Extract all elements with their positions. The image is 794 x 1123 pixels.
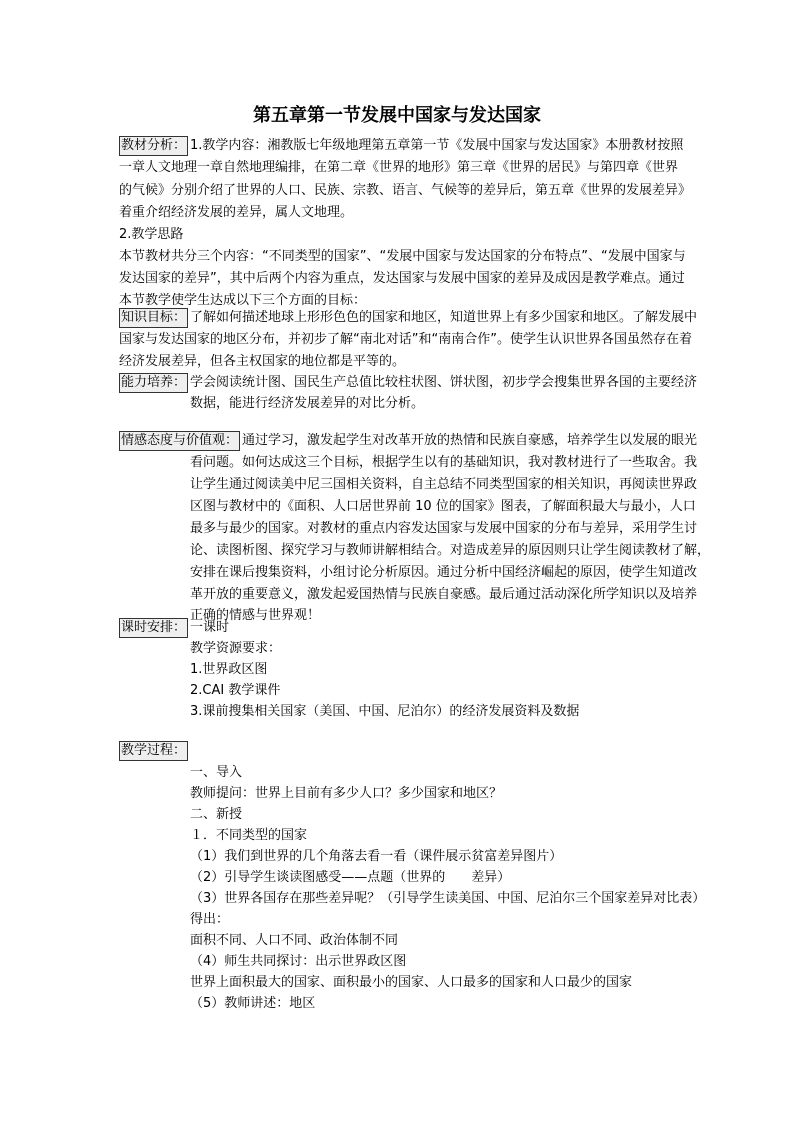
process-line-5: （2）引导学生谈读图感受——点题（世界的 差异） <box>190 870 511 885</box>
analysis-line-3: 着重介绍经济发展的差异，属人文地理。 <box>119 205 354 220</box>
ability-label: 能力培养： <box>119 373 188 393</box>
analysis-label: 教材分析： <box>119 136 188 156</box>
analysis-line-1: 一章人文地理一章自然地理编排，在第二章《世界的地形》第三章《世界的居民》与第四章《世界 <box>119 160 679 175</box>
schedule-line-4: 3.课前搜集相关国家（美国、中国、尼泊尔）的经济发展资料及数据 <box>190 704 580 719</box>
process-line-6: （3）世界各国存在那些差异呢？（引导学生读美国、中国、尼泊尔三个国家差异对比表） <box>190 891 706 906</box>
process-line-10: 世界上面积最大的国家、面积最小的国家、人口最多的国家和人口最少的国家 <box>190 975 633 990</box>
process-line-7: 得出： <box>190 912 230 927</box>
schedule-line-0 <box>119 617 229 638</box>
emotion-line-3: 区图与教材中的《面积、人口居世界前 10 位的国家》图表，了解面积最大与最小，人口 <box>190 499 696 514</box>
knowledge-line-1: 国家与发达国家的地区分布，并初步了解“南北对话”和“南南合作”。使学生认识世界各国虽然存在着 <box>119 332 692 347</box>
emotion-label: 情感态度与价值观： <box>119 431 240 451</box>
emotion-line-1: 看问题。如何达成这三个目标，根据学生以有的基础知识，我对教材进行了一些取舍。我 <box>190 455 698 470</box>
emotion-line-8: 正确的情感与世界观！ <box>190 608 321 623</box>
analysis-line-4: 2.教学思路 <box>119 227 184 242</box>
schedule-text: 一课时 <box>190 620 230 635</box>
emotion-line-0 <box>119 430 697 451</box>
process-heading <box>119 740 190 761</box>
analysis-line-7: 本节教学使学生达成以下三个方面的目标： <box>119 293 367 308</box>
process-line-3: １．不同类型的国家 <box>190 828 308 843</box>
knowledge-text: 了解如何描述地球上形形色色的国家和地区，知道世界上有多少国家和地区。了解发展中 <box>190 310 698 325</box>
ability-line-0 <box>119 372 697 393</box>
schedule-line-1: 教学资源要求： <box>190 641 282 656</box>
knowledge-line-0 <box>119 307 697 328</box>
ability-line-1: 数据，能进行经济发展差异的对比分析。 <box>190 396 425 411</box>
schedule-line-3: 2.CAI 教学课件 <box>190 683 281 698</box>
emotion-line-2: 让学生通过阅读美中尼三国相关资料，自主总结不同类型国家的相关知识，再阅读世界政 <box>190 477 698 492</box>
knowledge-line-2: 经济发展差异，但各主权国家的地位都是平等的。 <box>119 354 406 369</box>
emotion-text: 通过学习，激发起学生对改革开放的热情和民族自豪感，培养学生以发展的眼光 <box>242 433 698 448</box>
knowledge-label: 知识目标： <box>119 308 188 328</box>
analysis-line-6: 发达国家的差异”，其中后两个内容为重点，发达国家与发展中国家的差异及成因是教学难点。通过 <box>119 271 685 286</box>
process-line-1: 教师提问：世界上目前有多少人口？多少国家和地区？ <box>190 786 503 801</box>
schedule-label: 课时安排： <box>119 618 188 638</box>
analysis-line-0 <box>119 135 683 156</box>
process-line-8: 面积不同、人口不同、政治体制不同 <box>190 933 399 948</box>
emotion-line-6: 安排在课后搜集资料，小组讨论分析原因。通过分析中国经济崛起的原因，使学生知道改 <box>190 565 698 580</box>
page-title: 第五章第一节发展中国家与发达国家 <box>253 105 541 126</box>
process-label: 教学过程： <box>119 741 188 761</box>
process-line-0: 一、导入 <box>190 765 243 780</box>
emotion-line-4: 最多与最少的国家。对教材的重点内容发达国家与发展中国家的分布与差异，采用学生讨 <box>190 521 698 536</box>
process-line-2: 二、新授 <box>190 807 243 822</box>
emotion-line-7: 革开放的重要意义，激发起爱国热情与民族自豪感。最后通过活动深化所学知识以及培养 <box>190 587 698 602</box>
analysis-line-2: 的气候》分别介绍了世界的人口、民族、宗教、语言、气候等的差异后，第五章《世界的发展差异》 <box>119 183 692 198</box>
schedule-line-2: 1.世界政区图 <box>190 662 268 677</box>
analysis-line-5: 本节教材共分三个内容：“不同类型的国家”、“发展中国家与发达国家的分布特点”、“发展中国家与 <box>119 249 686 264</box>
ability-text: 学会阅读统计图、国民生产总值比较柱状图、饼状图，初步学会搜集世界各国的主要经济 <box>190 375 698 390</box>
emotion-line-5: 论、读图析图、探究学习与教师讲解相结合。对造成差异的原因则只让学生阅读教材了解， <box>190 543 711 558</box>
process-line-4: （1）我们到世界的几个角落去看一看（课件展示贫富差异图片） <box>190 849 563 864</box>
analysis-text: 1.教学内容：湘教版七年级地理第五章第一节《发展中国家与发达国家》本册教材按照 <box>190 138 684 153</box>
process-line-9: （4）师生共同探讨：出示世界政区图 <box>190 954 407 969</box>
process-line-11: （5）教师讲述：地区 <box>190 996 316 1011</box>
